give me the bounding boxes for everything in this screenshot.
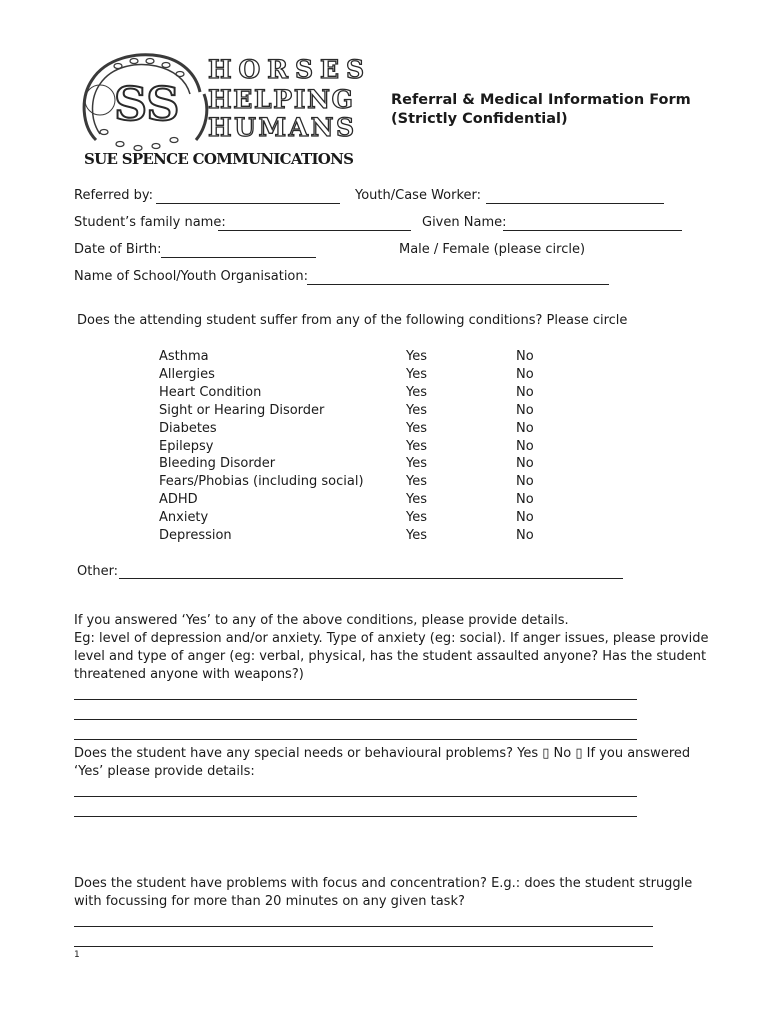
condition-no-option[interactable]: No: [516, 492, 534, 508]
focus-line-2: with focussing for more than 20 minutes on any given task?: [74, 894, 465, 909]
horseshoe-logo-icon: [78, 48, 368, 173]
details-line-3: level and type of anger (eg: verbal, physical, has the student assaulted anyone? Has the student: [74, 649, 707, 664]
details-line-1: If you answered ‘Yes’ to any of the above conditions, please provide details.: [74, 613, 569, 628]
condition-yes-option[interactable]: Yes: [406, 366, 427, 382]
condition-name: Sight or Hearing Disorder: [159, 402, 325, 418]
gender-label[interactable]: Male / Female (please circle): [399, 242, 586, 257]
condition-yes-option[interactable]: Yes: [406, 510, 427, 526]
condition-no-option[interactable]: No: [516, 438, 534, 454]
special-needs-answer-line-2[interactable]: [74, 816, 637, 817]
company-name: SUE SPENCE COMMUNICATIONS: [84, 150, 354, 168]
condition-yes-option[interactable]: Yes: [406, 384, 427, 400]
page-number: 1: [74, 950, 80, 960]
condition-no-option[interactable]: No: [516, 420, 534, 436]
form-subtitle: (Strictly Confidential): [391, 111, 568, 127]
family-name-field[interactable]: [218, 230, 411, 231]
other-field[interactable]: [119, 578, 623, 579]
brand-line-helping: HELPING: [208, 85, 353, 114]
condition-no-option[interactable]: No: [516, 349, 534, 364]
details-answer-line-2[interactable]: [74, 719, 637, 720]
details-answer-line-3[interactable]: [74, 739, 637, 740]
condition-yes-option[interactable]: Yes: [406, 474, 427, 490]
condition-name: ADHD: [159, 492, 198, 508]
condition-yes-option[interactable]: Yes: [406, 349, 427, 364]
condition-no-option[interactable]: No: [516, 402, 534, 418]
condition-no-option[interactable]: No: [516, 366, 534, 382]
brand-line-humans: HUMANS: [208, 113, 354, 142]
condition-name: Heart Condition: [159, 384, 262, 400]
condition-name: Bleeding Disorder: [159, 456, 276, 472]
condition-name: Fears/Phobias (including social): [159, 474, 364, 490]
special-needs-line-2: ‘Yes’ please provide details:: [74, 764, 255, 779]
condition-no-option[interactable]: No: [516, 474, 534, 490]
condition-yes-option[interactable]: Yes: [406, 438, 427, 454]
condition-yes-option[interactable]: Yes: [406, 402, 427, 418]
condition-no-option[interactable]: No: [516, 456, 534, 472]
brand-logo: [78, 48, 368, 173]
focus-answer-line-2[interactable]: [74, 946, 653, 947]
condition-name: Anxiety: [159, 510, 209, 526]
condition-name: Depression: [159, 528, 232, 543]
other-label: Other:: [77, 564, 119, 579]
given-name-label: Given Name:: [422, 215, 507, 230]
family-name-label: Student’s family name:: [74, 215, 226, 230]
condition-name: Diabetes: [159, 420, 217, 436]
condition-name: Epilepsy: [159, 438, 214, 454]
referred-by-field[interactable]: [156, 203, 340, 204]
school-field[interactable]: [307, 284, 609, 285]
school-label: Name of School/Youth Organisation:: [74, 269, 308, 284]
details-line-4: threatened anyone with weapons?): [74, 667, 304, 682]
dob-label: Date of Birth:: [74, 242, 162, 257]
brand-line-horses: HORSES: [208, 55, 364, 84]
youth-case-worker-field[interactable]: [486, 203, 664, 204]
condition-yes-option[interactable]: Yes: [406, 528, 427, 543]
condition-no-option[interactable]: No: [516, 384, 534, 400]
special-needs-answer-line-1[interactable]: [74, 796, 637, 797]
condition-yes-option[interactable]: Yes: [406, 456, 427, 472]
focus-answer-line-1[interactable]: [74, 926, 653, 927]
details-answer-line-1[interactable]: [74, 699, 637, 700]
details-line-2: Eg: level of depression and/or anxiety. Type of anxiety (eg: social). If anger issues, please provide: [74, 631, 709, 646]
condition-yes-option[interactable]: Yes: [406, 492, 427, 508]
special-needs-line-1: Does the student have any special needs or behavioural problems? Yes ▯ No ▯ If you answered: [74, 746, 691, 761]
youth-case-worker-label: Youth/Case Worker:: [355, 188, 482, 203]
conditions-question: Does the attending student suffer from any of the following conditions? Please circle: [77, 313, 628, 328]
condition-name: Allergies: [159, 366, 215, 382]
dob-field[interactable]: [161, 257, 316, 258]
condition-no-option[interactable]: No: [516, 510, 534, 526]
form-title: Referral & Medical Information Form: [391, 92, 691, 108]
given-name-field[interactable]: [503, 230, 682, 231]
focus-line-1: Does the student have problems with focus and concentration? E.g.: does the student struggle: [74, 876, 693, 891]
condition-no-option[interactable]: No: [516, 528, 534, 543]
referred-by-label: Referred by:: [74, 188, 153, 203]
condition-name: Asthma: [159, 349, 209, 364]
condition-yes-option[interactable]: Yes: [406, 420, 427, 436]
monogram-text: SS: [114, 77, 180, 131]
